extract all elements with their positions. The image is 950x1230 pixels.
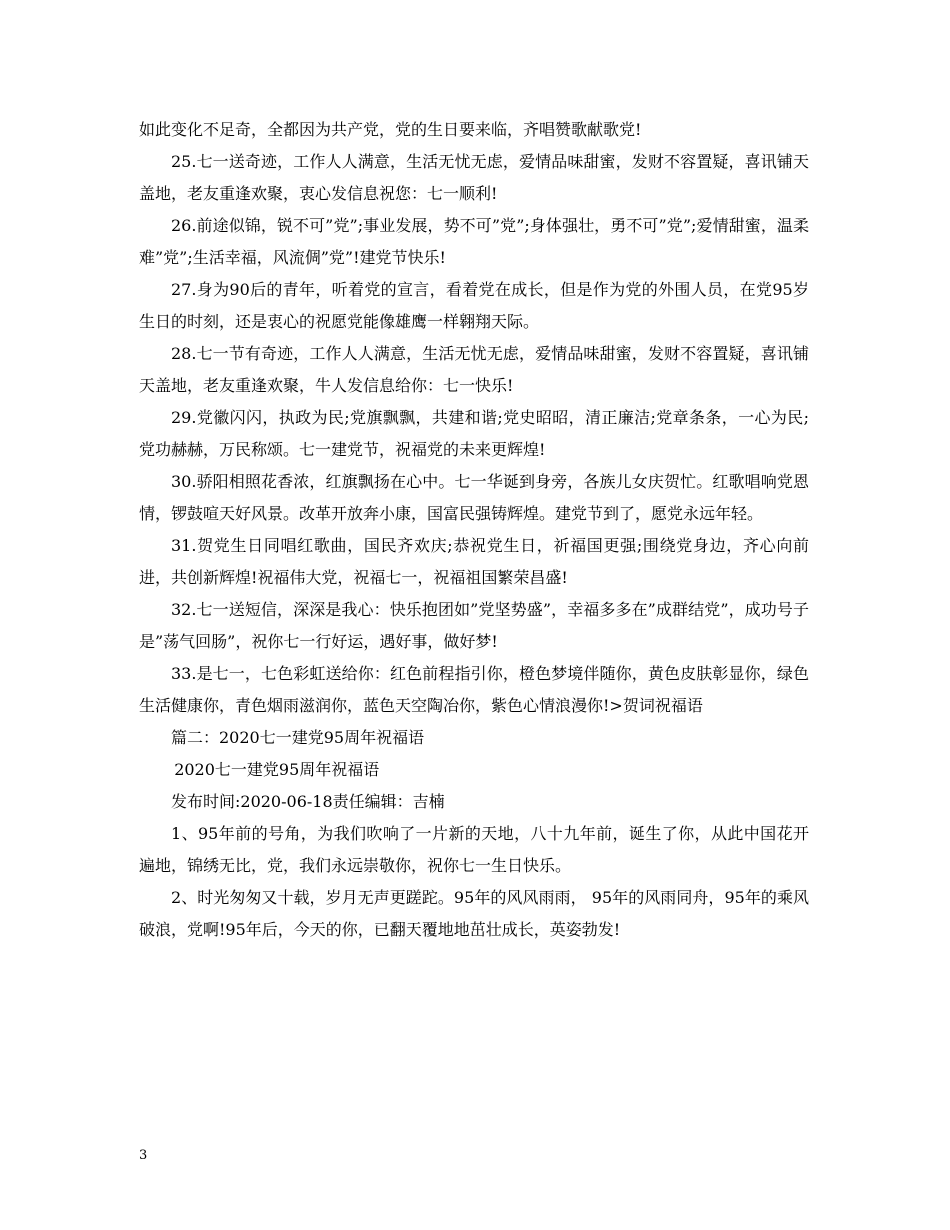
paragraph-item-27: 27.身为90后的青年，听着党的宣言，看着党在成长，但是作为党的外围人员，在党95岁生日的时刻，还是衷心的祝愿党能像雄鹰一样翱翔天际。 — [139, 280, 809, 331]
sub-heading: 2020七一建党95周年祝福语 — [174, 760, 380, 779]
paragraph-item-32: 32.七一送短信，深深是我心：快乐抱团如”党坚势盛”，幸福多多在”成群结党”，成功号子是”荡气回肠”，祝你七一行好运，遇好事，做好梦! — [139, 600, 809, 651]
paragraph-item-29: 29.党徽闪闪，执政为民;党旗飘飘，共建和谐;党史昭昭，清正廉洁;党章条条，一心为民;党功赫赫，万民称颂。七一建党节，祝福党的未来更辉煌! — [139, 408, 809, 459]
paragraph-item-33: 33.是七一，七色彩虹送给你：红色前程指引你，橙色梦境伴随你，黄色皮肤彰显你，绿色生活健康你，青色烟雨滋润你，蓝色天空陶冶你，紫色心情浪漫你!>贺词祝福语 — [139, 664, 809, 715]
document-body — [139, 114, 809, 946]
paragraph-section2-item-2: 2、时光匆匆又十载，岁月无声更蹉跎。95年的风风雨雨， 95年的风雨同舟，95年的乘风破浪，党啊!95年后，今天的你，已翻天覆地地茁壮成长，英姿勃发! — [139, 888, 809, 939]
page-number: 3 — [139, 1148, 148, 1163]
paragraph-section2-item-1: 1、95年前的号角，为我们吹响了一片新的天地，八十九年前，诞生了你，从此中国花开遍地，锦绣无比，党，我们永远崇敬你，祝你七一生日快乐。 — [139, 824, 809, 875]
paragraph-item-26: 26.前途似锦，锐不可”党”;事业发展，势不可”党”;身体强壮，勇不可”党”;爱情甜蜜，温柔难”党”;生活幸福，风流倜”党”!建党节快乐! — [139, 216, 809, 267]
paragraph-item-25: 25.七一送奇迹，工作人人满意，生活无忧无虑，爱情品味甜蜜，发财不容置疑，喜讯铺天盖地，老友重逢欢聚，衷心发信息祝您：七一顺利! — [139, 152, 809, 203]
paragraph-item-28: 28.七一节有奇迹，工作人人满意，生活无忧无虑，爱情品味甜蜜，发财不容置疑，喜讯铺天盖地，老友重逢欢聚，牛人发信息给你：七一快乐! — [139, 344, 809, 395]
paragraph-item-30: 30.骄阳相照花香浓，红旗飘扬在心中。七一华诞到身旁，各族儿女庆贺忙。红歌唱响党恩情，锣鼓喧天好风景。改革开放奔小康，国富民强铸辉煌。建党节到了，愿党永远年轻。 — [139, 472, 809, 523]
paragraph-continuation: 如此变化不足奇，全都因为共产党，党的生日要来临，齐唱赞歌献歌党! — [139, 120, 642, 139]
publish-line: 发布时间:2020-06-18责任编辑：吉楠 — [171, 792, 445, 811]
paragraph-item-31: 31.贺党生日同唱红歌曲，国民齐欢庆;恭祝党生日，祈福国更强;围绕党身边，齐心向前进，共创新辉煌!祝福伟大党，祝福七一，祝福祖国繁荣昌盛! — [139, 536, 809, 587]
section-heading: 篇二：2020七一建党95周年祝福语 — [171, 728, 425, 747]
